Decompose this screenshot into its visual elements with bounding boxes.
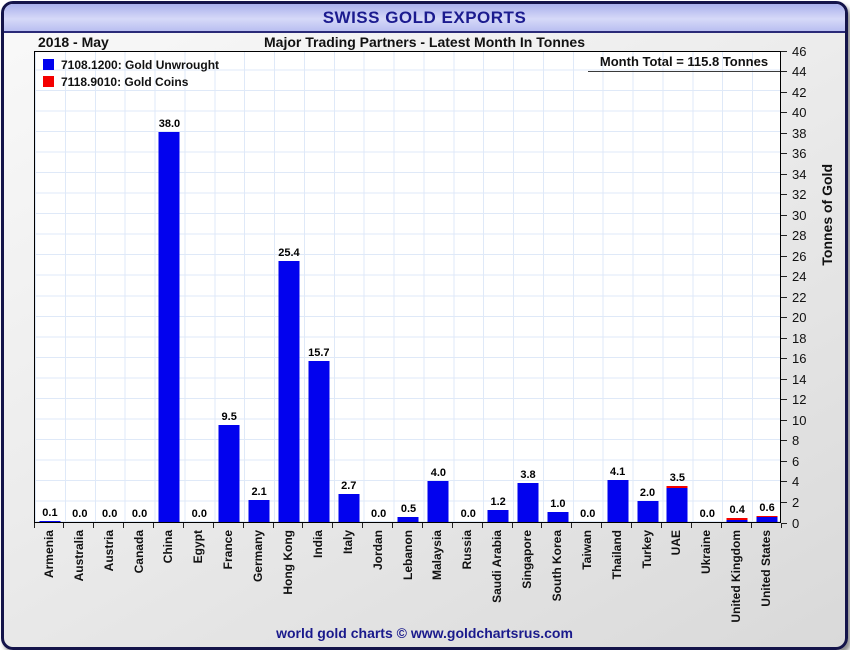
y-axis-tick-label: 10 — [792, 412, 807, 428]
x-axis-label: Turkey — [639, 530, 654, 569]
y-axis-tick-label: 32 — [792, 187, 807, 203]
x-axis-label: UAE — [669, 530, 684, 556]
y-axis-tick-label: 16 — [792, 351, 807, 367]
bar-column — [304, 52, 334, 522]
x-axis-tick — [541, 523, 542, 528]
y-axis-tick — [781, 523, 787, 524]
bar-value-label: 15.7 — [308, 346, 330, 359]
chart-window — [1, 1, 848, 650]
bar-segment-unwrought — [308, 361, 329, 522]
bars-layer — [35, 52, 780, 522]
y-axis-tick — [781, 461, 787, 462]
y-axis-tick — [781, 502, 787, 503]
bar-column — [155, 52, 185, 522]
bar-column — [244, 52, 274, 522]
bar-segment-unwrought — [637, 501, 658, 522]
x-axis-label: Russia — [460, 530, 475, 570]
bar-column — [662, 52, 692, 522]
bar-column — [274, 52, 304, 522]
x-axis-tick — [721, 523, 722, 528]
y-axis-tick — [781, 215, 787, 216]
x-axis-label: Australia — [71, 530, 86, 582]
y-axis-tick — [781, 112, 787, 113]
y-axis-tick-label: 30 — [792, 207, 807, 223]
x-axis-label: Malaysia — [430, 530, 445, 581]
x-axis-label: Saudi Arabia — [490, 530, 505, 603]
y-axis-tick — [781, 92, 787, 93]
x-axis-tick — [482, 523, 483, 528]
x-axis-label: Singapore — [520, 530, 535, 589]
x-axis-tick — [571, 523, 572, 528]
bar-column — [334, 52, 364, 522]
bar-column — [95, 52, 125, 522]
bar-stack — [39, 521, 60, 522]
x-axis-label: Lebanon — [400, 530, 415, 580]
x-axis-label: United Kingdom — [729, 530, 744, 623]
bar-stack — [547, 512, 568, 522]
x-axis-label: Germany — [251, 530, 266, 583]
x-axis-tick — [123, 523, 124, 528]
bar-stack — [249, 500, 270, 522]
y-axis-tick-label: 0 — [792, 515, 800, 531]
x-axis-tick — [183, 523, 184, 528]
x-axis-label: Armenia — [41, 530, 56, 579]
bar-column — [752, 52, 782, 522]
y-axis-tick — [781, 194, 787, 195]
bar-value-label: 3.5 — [669, 472, 686, 485]
y-axis-tick-label: 20 — [792, 310, 807, 326]
y-axis-tick — [781, 276, 787, 277]
x-axis-tick — [332, 523, 333, 528]
x-axis-tick — [392, 523, 393, 528]
legend-item-unwrought — [43, 56, 219, 73]
x-axis-label: India — [310, 530, 325, 559]
bar-stack — [428, 481, 449, 522]
x-axis-tick — [512, 523, 513, 528]
y-axis-tick-label: 18 — [792, 330, 807, 346]
bar-stack — [757, 516, 778, 522]
bar-column — [394, 52, 424, 522]
bar-column — [364, 52, 394, 522]
bar-segment-unwrought — [727, 520, 748, 522]
bar-column — [214, 52, 244, 522]
x-axis-tick — [691, 523, 692, 528]
bar-segment-unwrought — [278, 261, 299, 522]
y-axis-tick-label: 8 — [792, 433, 800, 449]
x-axis-label: Austria — [101, 530, 116, 572]
bar-value-label: 2.0 — [639, 487, 656, 500]
y-axis-tick-label: 36 — [792, 146, 807, 162]
y-axis-tick — [781, 440, 787, 441]
x-axis-tick — [452, 523, 453, 528]
y-axis-tick — [781, 297, 787, 298]
x-axis-tick — [751, 523, 752, 528]
bar-column — [513, 52, 543, 522]
bar-column — [65, 52, 95, 522]
bar-column — [184, 52, 214, 522]
x-axis-label: France — [221, 530, 236, 570]
bar-value-label: 9.5 — [221, 410, 237, 423]
bar-value-label: 0.0 — [72, 508, 88, 520]
bar-value-label: 25.4 — [278, 247, 300, 260]
bar-stack — [607, 480, 628, 522]
y-axis-title: Tonnes of Gold — [819, 164, 835, 266]
bar-value-label: 0.4 — [729, 503, 745, 516]
bar-value-label: 0.0 — [370, 508, 387, 520]
legend-item-coins — [43, 73, 219, 90]
x-axis-label: China — [161, 530, 176, 564]
y-axis-tick — [781, 256, 787, 257]
bar-stack — [727, 518, 748, 522]
x-axis-label: Egypt — [191, 530, 206, 564]
bar-value-label: 0.0 — [191, 508, 207, 520]
y-axis-tick — [781, 71, 787, 72]
bar-segment-unwrought — [338, 494, 359, 522]
bar-segment-unwrought — [219, 425, 240, 522]
y-axis-tick — [781, 133, 787, 134]
bar-value-label: 0.6 — [759, 501, 775, 514]
bar-segment-unwrought — [398, 517, 419, 522]
bar-value-label: 0.0 — [460, 508, 476, 520]
x-axis-label: Ukraine — [699, 530, 714, 575]
x-axis-label: South Korea — [549, 530, 564, 602]
x-axis-tick — [34, 523, 35, 528]
x-axis-label: Canada — [131, 530, 146, 574]
bar-value-label: 0.0 — [102, 508, 118, 520]
footer-credit: world gold charts © www.goldchartsrus.com — [276, 625, 573, 641]
y-axis-tick-label: 24 — [792, 269, 807, 285]
bar-column — [35, 52, 65, 522]
y-axis-tick-label: 6 — [792, 453, 800, 469]
bar-value-label: 0.0 — [131, 508, 148, 520]
y-axis-tick-label: 26 — [792, 248, 807, 264]
bar-segment-unwrought — [667, 488, 688, 522]
month-total-annotation: Month Total = 115.8 Tonnes — [588, 52, 780, 72]
y-axis-tick-label: 2 — [792, 494, 800, 510]
y-axis-tick — [781, 174, 787, 175]
y-axis-tick-label: 34 — [792, 166, 807, 182]
y-axis-tick — [781, 399, 787, 400]
x-axis-tick — [153, 523, 154, 528]
y-axis-tick — [781, 153, 787, 154]
x-axis-label: United States — [759, 530, 774, 607]
bar-stack — [667, 486, 688, 522]
bar-segment-unwrought — [547, 512, 568, 522]
y-axis-tick-label: 12 — [792, 392, 807, 408]
bar-segment-unwrought — [518, 483, 539, 522]
y-axis-tick — [781, 481, 787, 482]
y-axis-tick-label: 46 — [792, 43, 807, 59]
bar-column — [603, 52, 633, 522]
bar-column — [453, 52, 483, 522]
x-axis-tick — [243, 523, 244, 528]
bar-value-label: 2.1 — [251, 486, 267, 499]
bar-stack — [488, 510, 509, 522]
bar-value-label: 0.5 — [400, 502, 417, 515]
x-axis-label: Hong Kong — [280, 530, 295, 595]
y-axis-tick — [781, 235, 787, 236]
bar-segment-unwrought — [428, 481, 449, 522]
x-axis-tick — [661, 523, 662, 528]
bar-value-label: 1.2 — [490, 495, 506, 508]
bar-column — [692, 52, 722, 522]
x-axis-tick — [93, 523, 94, 528]
y-axis-tick-label: 40 — [792, 105, 807, 121]
x-axis-tick — [631, 523, 632, 528]
x-axis-tick — [781, 523, 782, 528]
y-axis-tick-label: 44 — [792, 64, 807, 80]
y-axis-tick — [781, 317, 787, 318]
bar-segment-unwrought — [39, 521, 60, 522]
bar-value-label: 3.8 — [520, 469, 536, 482]
bar-column — [423, 52, 453, 522]
x-axis-tick — [601, 523, 602, 528]
bar-stack — [308, 361, 329, 522]
bar-stack — [219, 425, 240, 522]
bar-column — [483, 52, 513, 522]
x-axis-label: Thailand — [609, 530, 624, 580]
bar-value-label: 0.0 — [699, 508, 715, 520]
bar-value-label: 0.0 — [580, 508, 596, 520]
bar-column — [722, 52, 752, 522]
bar-stack — [398, 517, 419, 522]
chart-subtitle: Major Trading Partners - Latest Month In Tonnes — [264, 34, 585, 50]
y-axis-tick-label: 42 — [792, 84, 807, 100]
y-axis-tick-label: 4 — [792, 474, 800, 490]
bar-column — [573, 52, 603, 522]
x-axis-tick — [273, 523, 274, 528]
page-title: SWISS GOLD EXPORTS — [322, 8, 527, 27]
x-axis-label: Italy — [340, 530, 355, 555]
bar-segment-unwrought — [607, 480, 628, 522]
bar-column — [125, 52, 155, 522]
y-axis-tick-label: 14 — [792, 371, 807, 387]
bar-column — [633, 52, 663, 522]
y-axis-tick-label: 28 — [792, 228, 807, 244]
bar-value-label: 38.0 — [158, 118, 181, 131]
bar-stack — [338, 494, 359, 522]
bar-stack — [518, 483, 539, 522]
y-axis-tick — [781, 420, 787, 421]
x-axis-tick — [63, 523, 64, 528]
x-axis-tick — [422, 523, 423, 528]
y-axis-tick — [781, 338, 787, 339]
bar-value-label: 4.1 — [610, 465, 626, 478]
x-axis-tick — [213, 523, 214, 528]
bar-value-label: 2.7 — [341, 480, 357, 493]
x-axis-tick — [362, 523, 363, 528]
bar-segment-unwrought — [488, 510, 509, 522]
legend-swatch-blue — [43, 59, 54, 70]
bar-stack — [159, 132, 180, 522]
x-axis-label: Taiwan — [579, 530, 594, 570]
legend-label: 7118.9010: Gold Coins — [61, 74, 189, 89]
y-axis-tick-label: 22 — [792, 289, 807, 305]
bar-value-label: 0.1 — [42, 506, 58, 519]
bar-segment-unwrought — [249, 500, 270, 522]
y-axis-tick — [781, 51, 787, 52]
y-axis-tick-label: 38 — [792, 125, 807, 141]
y-axis-tick — [781, 358, 787, 359]
title-bar — [4, 4, 845, 33]
legend-label: 7108.1200: Gold Unwrought — [61, 57, 220, 72]
x-axis-label: Jordan — [370, 530, 385, 571]
x-axis-tick — [302, 523, 303, 528]
plot-area — [34, 51, 781, 523]
bar-value-label: 1.0 — [550, 497, 566, 510]
bar-stack — [637, 501, 658, 522]
period-label: 2018 - May — [38, 34, 109, 50]
legend-swatch-red — [43, 76, 54, 87]
y-axis-tick — [781, 379, 787, 380]
legend — [43, 56, 219, 90]
bar-segment-unwrought — [757, 517, 778, 522]
bar-value-label: 4.0 — [430, 466, 447, 479]
bar-column — [543, 52, 573, 522]
bar-segment-unwrought — [159, 132, 180, 522]
bar-stack — [278, 261, 299, 522]
